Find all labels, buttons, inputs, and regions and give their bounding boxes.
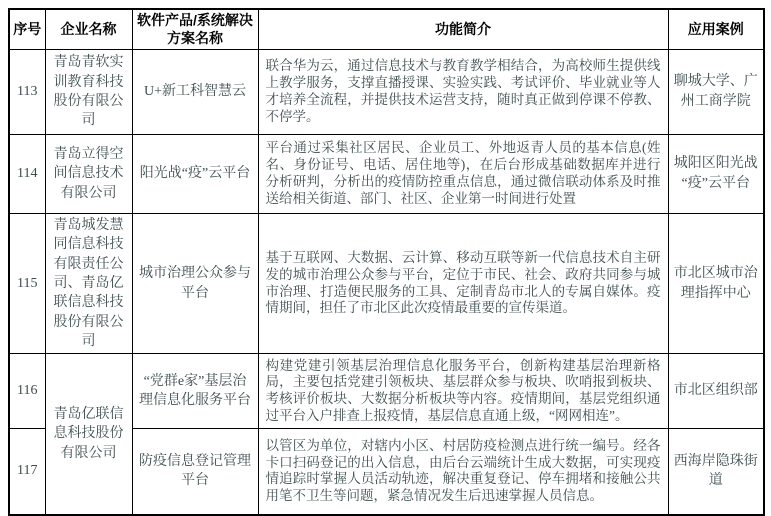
table-row [9, 354, 764, 429]
table-row [9, 50, 764, 135]
cell-no: 114 [9, 135, 45, 214]
cell-product: U+新工科智慧云 [132, 50, 258, 135]
software-products-table [8, 8, 765, 516]
cell-case: 聊城大学、广州工商学院 [668, 50, 764, 135]
cell-description: 构建党建引领基层治理信息化服务平台，创新构建基层治理新格局，主要包括党建引领板块、基层群众参与板块、吹哨报到板块、考核评价板块、大数据分析板块等内容。疫情期间，基层党组织通过平台入户排查上报疫情，基层信息直通上级，“网网相连”。 [258, 354, 668, 429]
column-header-no: 序号 [9, 9, 45, 50]
cell-company: 青岛青软实训教育科技股份有限公司 [45, 50, 132, 135]
cell-description: 基于互联网、大数据、云计算、移动互联等新一代信息技术自主研发的城市治理公众参与平台，定位于市民、社会、政府共同参与城市治理、打造便民服务的工具、定制青岛市北人的专属自媒体。疫情期间，担任了市北区此次疫情最重要的宣传渠道。 [258, 214, 668, 354]
cell-company: 青岛立得空间信息技术有限公司 [45, 135, 132, 214]
cell-description: 平台通过采集社区居民、企业员工、外地返青人员的基本信息(姓名、身份证号、电话、居住地等)，在后台形成基础数据库并进行分析研判，分析出的疫情防控重点信息，通过微信联动体系及时推送给相关街道、部门、社区、企业第一时间进行处置 [258, 135, 668, 214]
cell-product: 城市治理公众参与平台 [132, 214, 258, 354]
cell-description: 联合华为云，通过信息技术与教育教学相结合，为高校师生提供线上教学服务，支撑直播授课、实验实践、考试评价、毕业就业等人才培养全流程，并提供技术运营支持，随时真正做到停课不停教、不停学。 [258, 50, 668, 135]
column-header-description: 功能简介 [258, 9, 668, 50]
header-row [9, 9, 764, 50]
column-header-company: 企业名称 [45, 9, 132, 50]
cell-no: 113 [9, 50, 45, 135]
table-row [9, 135, 764, 214]
column-header-product: 软件产品/系统解决方案名称 [132, 9, 258, 50]
cell-no: 115 [9, 214, 45, 354]
cell-description: 以管区为单位，对辖内小区、村居防疫检测点进行统一编号。经各卡口扫码登记的出入信息，由后台云端统计生成大数据，可实现疫情追踪时掌握人员活动轨迹，解决重复登记、停车拥堵和接触公共用笔不卫生等问题，紧急情况发生后迅速掌握人员信息。 [258, 429, 668, 515]
cell-case: 西海岸隐珠街道 [668, 429, 764, 515]
table-row [9, 214, 764, 354]
cell-case: 城阳区阳光战“疫”云平台 [668, 135, 764, 214]
cell-no: 116 [9, 354, 45, 429]
cell-case: 市北区城市治理指挥中心 [668, 214, 764, 354]
cell-no: 117 [9, 429, 45, 515]
cell-product: “党群e家”基层治理信息化服务平台 [132, 354, 258, 429]
column-header-case: 应用案例 [668, 9, 764, 50]
cell-case: 市北区组织部 [668, 354, 764, 429]
cell-company-merged: 青岛亿联信息科技股份有限公司 [45, 354, 132, 515]
cell-product: 阳光战“疫”云平台 [132, 135, 258, 214]
cell-product: 防疫信息登记管理平台 [132, 429, 258, 515]
cell-company: 青岛城发慧同信息科技有限责任公司、青岛亿联信息科技股份有限公司 [45, 214, 132, 354]
